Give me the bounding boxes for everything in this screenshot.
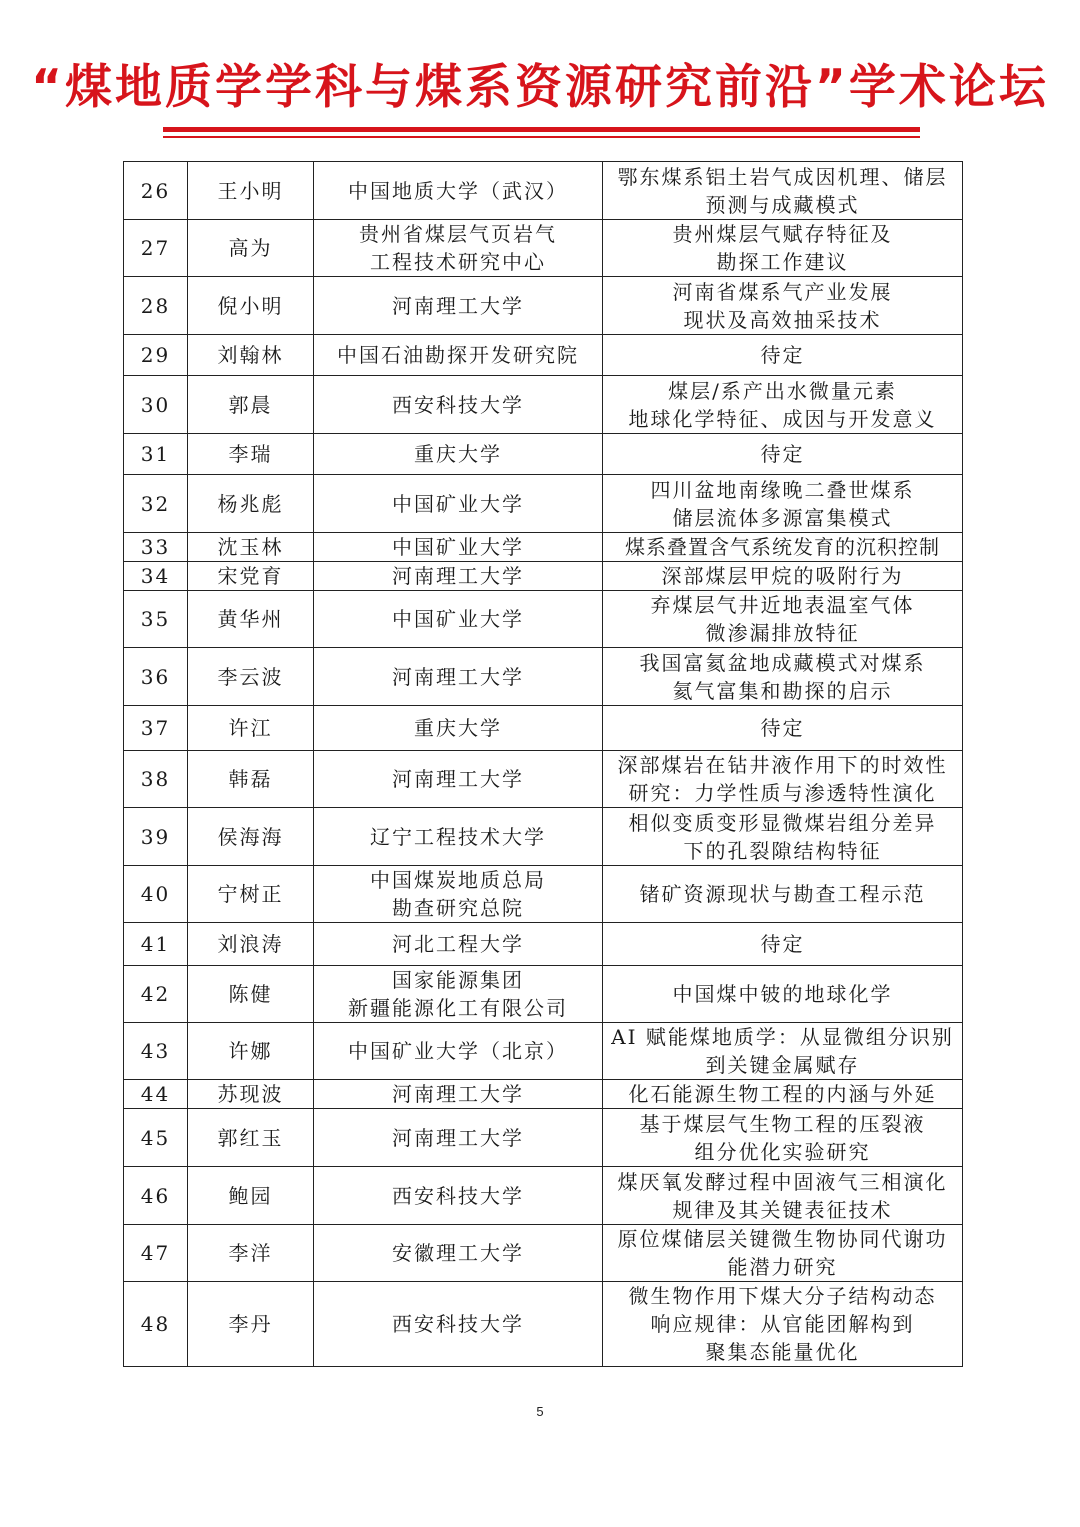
speaker-number: 48 [124, 1282, 188, 1367]
speaker-organization: 安徽理工大学 [314, 1225, 603, 1282]
speaker-organization: 河南理工大学 [314, 751, 603, 808]
speaker-organization: 辽宁工程技术大学 [314, 808, 603, 866]
table-row [124, 220, 963, 277]
table-row [124, 966, 963, 1023]
speaker-organization: 河南理工大学 [314, 277, 603, 335]
talk-topic: 原位煤储层关键微生物协同代谢功能潜力研究 [603, 1225, 963, 1282]
speaker-number: 38 [124, 751, 188, 808]
speaker-name: 王小明 [188, 162, 314, 220]
table-row [124, 562, 963, 591]
speaker-name: 郭晨 [188, 376, 314, 434]
table-row [124, 808, 963, 866]
table-row [124, 475, 963, 533]
table-row [124, 923, 963, 966]
table-row [124, 706, 963, 751]
table-row [124, 1109, 963, 1167]
talk-topic: 煤厌氧发酵过程中固液气三相演化规律及其关键表征技术 [603, 1167, 963, 1225]
speaker-organization: 中国矿业大学（北京） [314, 1023, 603, 1080]
speaker-number: 31 [124, 434, 188, 475]
speaker-name: 许娜 [188, 1023, 314, 1080]
table-row [124, 277, 963, 335]
talk-topic: 河南省煤系气产业发展 现状及高效抽采技术 [603, 277, 963, 335]
speaker-name: 鲍园 [188, 1167, 314, 1225]
speaker-name: 韩磊 [188, 751, 314, 808]
talk-topic: 贵州煤层气赋存特征及 勘探工作建议 [603, 220, 963, 277]
speaker-number: 36 [124, 648, 188, 706]
speaker-number: 34 [124, 562, 188, 591]
speaker-organization: 中国地质大学（武汉） [314, 162, 603, 220]
speaker-name: 倪小明 [188, 277, 314, 335]
talk-topic: 化石能源生物工程的内涵与外延 [603, 1080, 963, 1109]
talk-topic: 我国富氦盆地成藏模式对煤系 氦气富集和勘探的启示 [603, 648, 963, 706]
speaker-number: 47 [124, 1225, 188, 1282]
talk-topic: 相似变质变形显微煤岩组分差异 下的孔裂隙结构特征 [603, 808, 963, 866]
talk-topic: 微生物作用下煤大分子结构动态 响应规律：从官能团解构到 聚集态能量优化 [603, 1282, 963, 1367]
speaker-name: 郭红玉 [188, 1109, 314, 1167]
speaker-organization: 贵州省煤层气页岩气 工程技术研究中心 [314, 220, 603, 277]
speaker-number: 32 [124, 475, 188, 533]
title-rule-thin [163, 136, 920, 138]
speaker-organization: 河南理工大学 [314, 648, 603, 706]
speaker-number: 27 [124, 220, 188, 277]
speaker-number: 44 [124, 1080, 188, 1109]
table-row [124, 1167, 963, 1225]
table-row [124, 335, 963, 376]
speaker-number: 37 [124, 706, 188, 751]
talk-topic: 弃煤层气井近地表温室气体 微渗漏排放特征 [603, 591, 963, 648]
speaker-name: 黄华州 [188, 591, 314, 648]
speaker-organization: 中国矿业大学 [314, 533, 603, 562]
speaker-number: 30 [124, 376, 188, 434]
speaker-name: 李瑞 [188, 434, 314, 475]
speaker-name: 李云波 [188, 648, 314, 706]
talk-topic: 煤层/系产出水微量元素 地球化学特征、成因与开发意义 [603, 376, 963, 434]
speaker-name: 杨兆彪 [188, 475, 314, 533]
speaker-name: 刘浪涛 [188, 923, 314, 966]
speaker-name: 侯海海 [188, 808, 314, 866]
table-row [124, 751, 963, 808]
speaker-number: 33 [124, 533, 188, 562]
speaker-name: 陈健 [188, 966, 314, 1023]
table-row [124, 533, 963, 562]
speaker-table [123, 161, 963, 1367]
speaker-organization: 中国矿业大学 [314, 475, 603, 533]
speaker-organization: 重庆大学 [314, 434, 603, 475]
table-row [124, 376, 963, 434]
talk-topic: 中国煤中铍的地球化学 [603, 966, 963, 1023]
speaker-number: 41 [124, 923, 188, 966]
speaker-name: 刘翰林 [188, 335, 314, 376]
speaker-number: 43 [124, 1023, 188, 1080]
talk-topic: 基于煤层气生物工程的压裂液 组分优化实验研究 [603, 1109, 963, 1167]
speaker-name: 李洋 [188, 1225, 314, 1282]
speaker-number: 42 [124, 966, 188, 1023]
speaker-number: 45 [124, 1109, 188, 1167]
speaker-name: 苏现波 [188, 1080, 314, 1109]
speaker-organization: 国家能源集团 新疆能源化工有限公司 [314, 966, 603, 1023]
speaker-organization: 河南理工大学 [314, 562, 603, 591]
table-row [124, 1023, 963, 1080]
speaker-organization: 中国石油勘探开发研究院 [314, 335, 603, 376]
speaker-number: 26 [124, 162, 188, 220]
table-row [124, 866, 963, 923]
speaker-organization: 河南理工大学 [314, 1080, 603, 1109]
speaker-number: 39 [124, 808, 188, 866]
speaker-name: 宁树正 [188, 866, 314, 923]
table-row [124, 648, 963, 706]
table-row [124, 1225, 963, 1282]
page-number: 5 [536, 1404, 544, 1419]
speaker-number: 29 [124, 335, 188, 376]
talk-topic: 煤系叠置含气系统发育的沉积控制 [603, 533, 963, 562]
speaker-name: 沈玉林 [188, 533, 314, 562]
talk-topic: 鄂东煤系铝土岩气成因机理、储层预测与成藏模式 [603, 162, 963, 220]
talk-topic: 深部煤岩在钻井液作用下的时效性研究：力学性质与渗透特性演化 [603, 751, 963, 808]
speaker-organization: 中国矿业大学 [314, 591, 603, 648]
table-row [124, 434, 963, 475]
talk-topic: 四川盆地南缘晚二叠世煤系 储层流体多源富集模式 [603, 475, 963, 533]
talk-topic: 待定 [603, 434, 963, 475]
forum-title: “煤地质学学科与煤系资源研究前沿”学术论坛 [31, 60, 1049, 115]
talk-topic: 待定 [603, 335, 963, 376]
title-rule-thick [163, 127, 920, 132]
speaker-organization: 西安科技大学 [314, 1167, 603, 1225]
talk-topic: 锗矿资源现状与勘查工程示范 [603, 866, 963, 923]
speaker-organization: 河北工程大学 [314, 923, 603, 966]
talk-topic: AI 赋能煤地质学：从显微组分识别到关键金属赋存 [603, 1023, 963, 1080]
speaker-organization: 河南理工大学 [314, 1109, 603, 1167]
speaker-organization: 西安科技大学 [314, 376, 603, 434]
speaker-organization: 西安科技大学 [314, 1282, 603, 1367]
speaker-name: 高为 [188, 220, 314, 277]
speaker-table-body [124, 162, 963, 1367]
speaker-name: 李丹 [188, 1282, 314, 1367]
table-row [124, 591, 963, 648]
speaker-organization: 中国煤炭地质总局 勘查研究总院 [314, 866, 603, 923]
speaker-name: 许江 [188, 706, 314, 751]
talk-topic: 深部煤层甲烷的吸附行为 [603, 562, 963, 591]
speaker-number: 28 [124, 277, 188, 335]
talk-topic: 待定 [603, 706, 963, 751]
table-row [124, 1080, 963, 1109]
table-row [124, 162, 963, 220]
speaker-number: 46 [124, 1167, 188, 1225]
speaker-organization: 重庆大学 [314, 706, 603, 751]
speaker-number: 35 [124, 591, 188, 648]
table-row [124, 1282, 963, 1367]
speaker-name: 宋党育 [188, 562, 314, 591]
speaker-number: 40 [124, 866, 188, 923]
talk-topic: 待定 [603, 923, 963, 966]
